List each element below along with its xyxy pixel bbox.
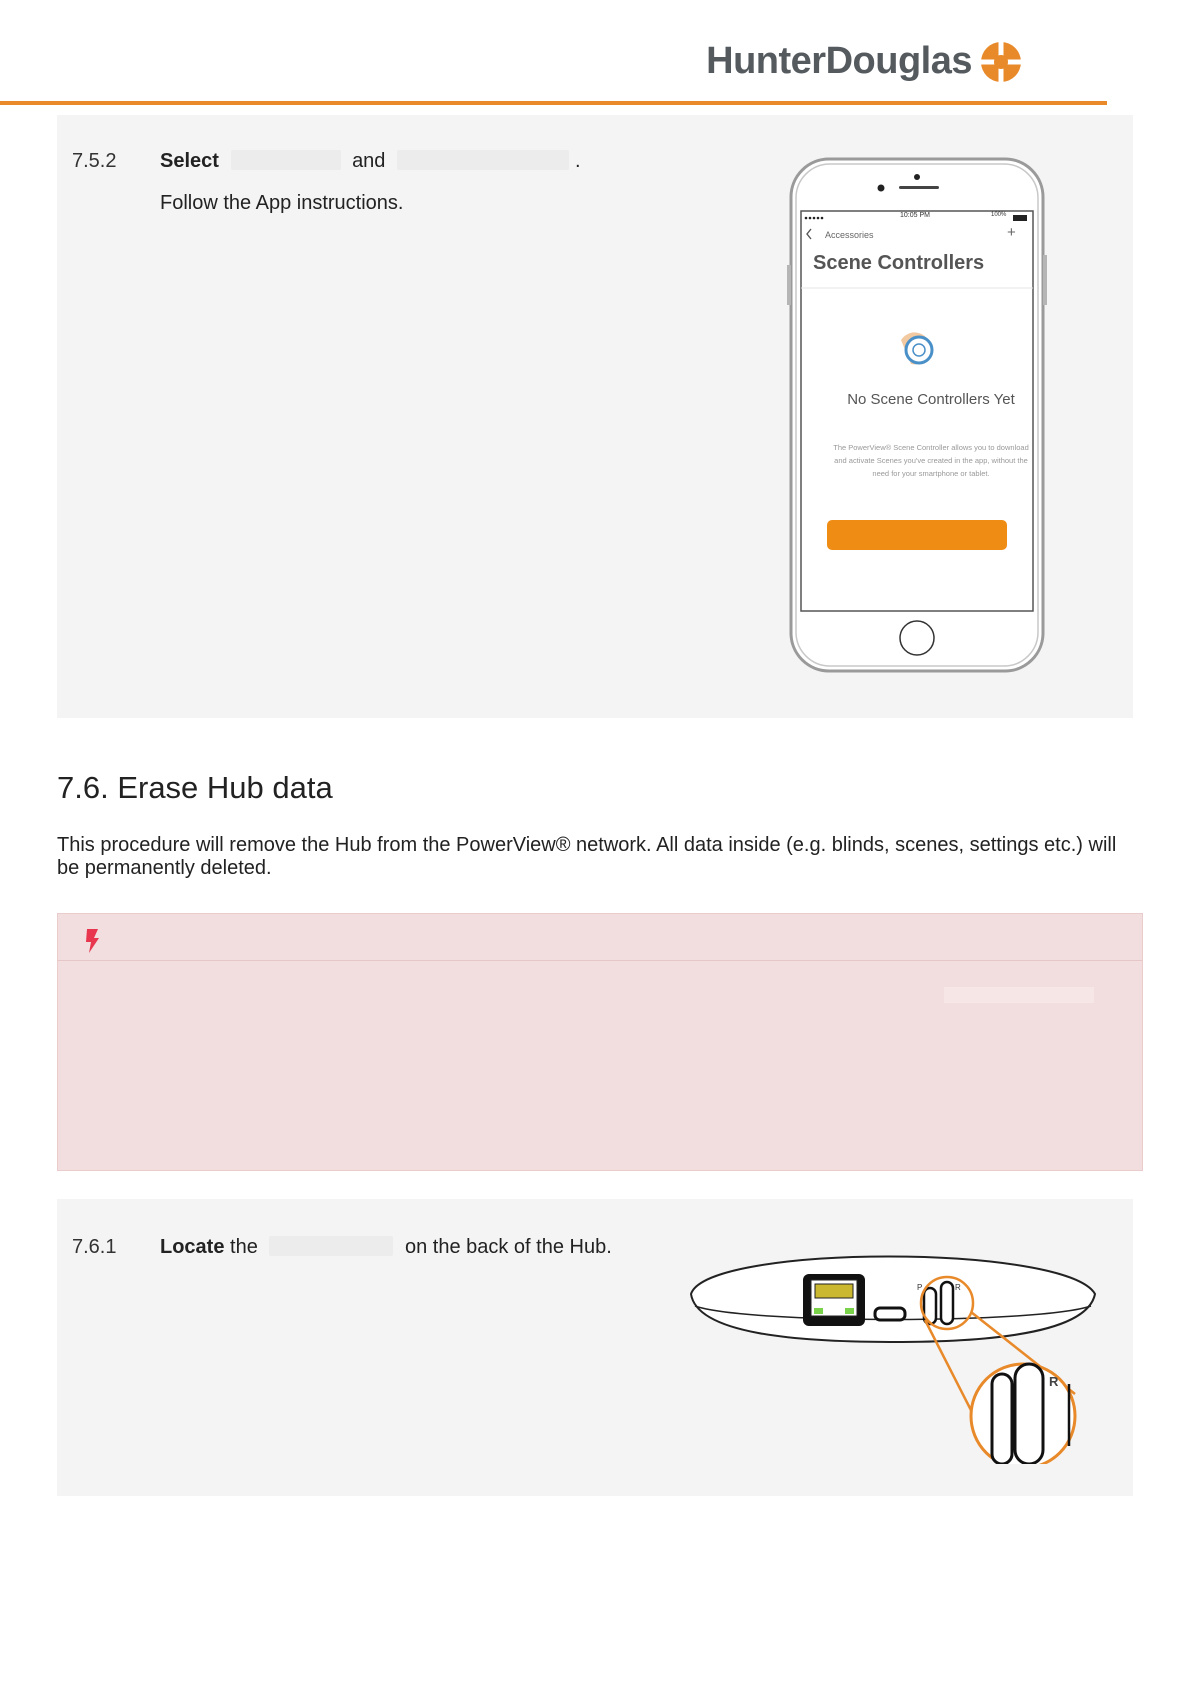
r-label: R — [955, 1283, 961, 1292]
hub-back-diagram — [687, 1224, 1107, 1464]
step-instruction — [160, 150, 581, 173]
section-heading: 7.6. Erase Hub data — [57, 770, 333, 805]
brand-mark-icon — [980, 41, 1022, 83]
warning-divider — [58, 960, 1142, 961]
screen-title: Scene Controllers — [813, 252, 985, 274]
reset-button[interactable] — [941, 1282, 953, 1324]
p-label: P — [917, 1283, 923, 1292]
redacted-item — [944, 987, 1094, 1003]
redacted-item — [231, 150, 341, 170]
status-battery: 100% — [991, 212, 1007, 218]
step-followup: Follow the App instructions. — [160, 192, 404, 214]
reset-button-zoom — [992, 1374, 1012, 1464]
step-number: 7.6.1 — [72, 1236, 117, 1258]
step-instruction — [160, 1236, 612, 1259]
step-number: 7.5.2 — [72, 150, 117, 172]
brand-name: HunterDouglas — [706, 40, 972, 82]
section-intro: This procedure will remove the Hub from the PowerView® network. All data inside (e.g. blinds, scenes, settings etc.) will be permanently deleted. — [57, 834, 1117, 879]
empty-state-title: No Scene Controllers Yet — [847, 391, 1015, 408]
status-time: 10:05 PM — [900, 212, 930, 219]
step-verb: Select — [160, 150, 219, 172]
step-article: the — [230, 1236, 258, 1258]
header-divider — [0, 101, 1107, 105]
step-rest: on the back of the Hub. — [404, 1236, 612, 1258]
usb-port-icon — [875, 1308, 905, 1320]
step-7-6-1 — [57, 1199, 1133, 1496]
battery-icon — [1013, 215, 1027, 221]
ethernet-port-icon — [803, 1274, 865, 1326]
brand-logo — [706, 40, 1022, 83]
step-end: . — [575, 150, 581, 172]
lightning-icon — [84, 928, 100, 954]
back-link[interactable]: Accessories — [825, 230, 874, 240]
empty-state-body: The PowerView® Scene Controller allows you to download and activate Scenes you've created in the app, without the need for your smartphone or tablet. — [833, 443, 1029, 478]
add-button-label[interactable]: Add Scene Controller — [878, 553, 956, 562]
redacted-item — [397, 150, 569, 170]
step-7-5-2 — [57, 115, 1133, 718]
warning-box — [57, 913, 1143, 1171]
add-icon[interactable]: + — [1007, 224, 1016, 241]
r-zoom-label: R — [1049, 1374, 1059, 1389]
redacted-item — [269, 1236, 393, 1256]
step-verb: Locate — [160, 1236, 225, 1258]
step-connector: and — [352, 150, 386, 172]
